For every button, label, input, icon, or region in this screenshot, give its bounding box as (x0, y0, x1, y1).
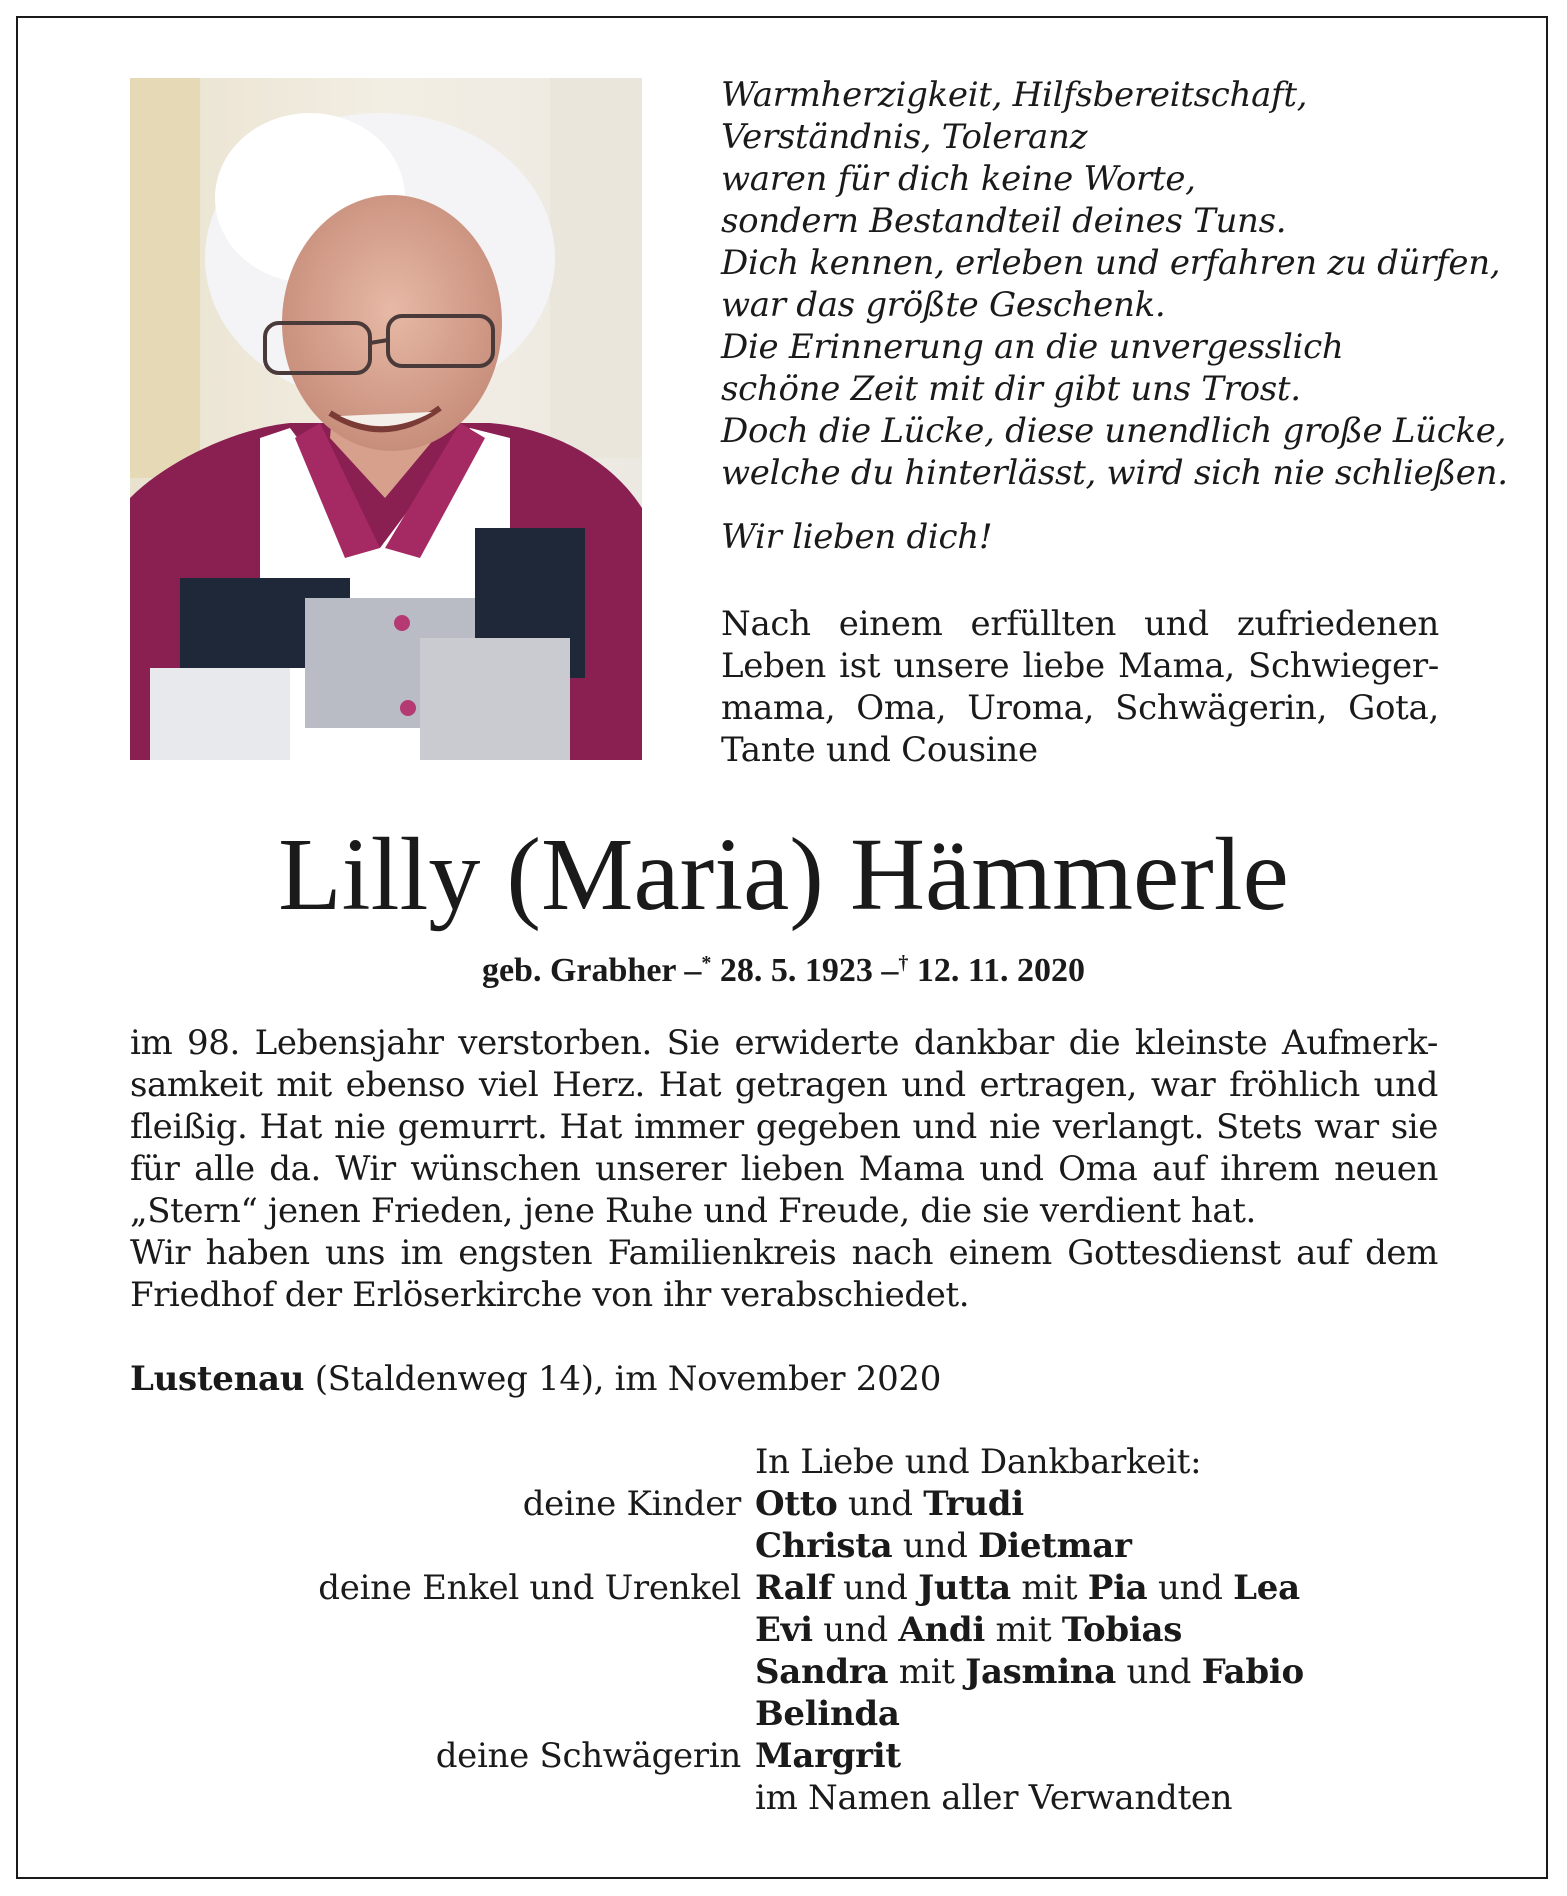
birth-death-dates (0, 942, 1567, 992)
signer-name: Andi (898, 1610, 985, 1650)
conjunction: und (1126, 1652, 1192, 1692)
birth-date: 28. 5. 1923 (719, 952, 873, 989)
body-line: samkeit mit ebenso viel Herz. Hat getragen und ertragen, war fröhlich und (130, 1065, 1438, 1105)
intro-line: Leben ist unsere liebe Mama, Schwieger- (721, 646, 1439, 686)
signer-line (755, 1693, 900, 1735)
poem-line: war das größte Geschenk. (721, 285, 1166, 325)
signature-block (0, 1441, 1567, 1819)
conjunction: und (1157, 1568, 1223, 1608)
body-line: Wir haben uns im engsten Familienkreis nach einem Gottesdienst auf dem (130, 1233, 1438, 1273)
signer-line (755, 1483, 1024, 1525)
signer-name: Lea (1233, 1568, 1300, 1608)
poem (721, 74, 1508, 558)
signer-line (755, 1735, 901, 1777)
poem-line: Doch die Lücke, diese unendlich große Lücke, (721, 411, 1507, 451)
poem-line: Warmherzigkeit, Hilfsbereitschaft, (721, 75, 1308, 115)
poem-love: Wir lieben dich! (721, 517, 993, 557)
dash: – (881, 952, 899, 989)
intro-line: Tante und Cousine (721, 730, 1038, 770)
poem-line: Verständnis, Toleranz (721, 117, 1088, 157)
dash: – (684, 952, 702, 989)
signer-name: Tobias (1061, 1610, 1183, 1650)
portrait-photo (130, 78, 642, 760)
signer-name: Jutta (918, 1568, 1011, 1608)
body-paragraph (130, 1022, 1438, 1316)
birth-star-icon: * (701, 952, 712, 974)
body-line: Friedhof der Erlöserkirche von ihr verabschiedet. (130, 1275, 970, 1315)
signer-name: Pia (1087, 1568, 1148, 1608)
signer-line (755, 1609, 1182, 1651)
poem-line: schöne Zeit mit dir gibt uns Trost. (721, 369, 1301, 409)
intro-line: Nach einem erfüllten und zufriedenen (721, 604, 1439, 644)
maiden-name: geb. Grabher (481, 952, 676, 989)
town: Lustenau (130, 1359, 305, 1399)
place-date-line (130, 1358, 941, 1400)
signer-name: Otto (755, 1484, 838, 1524)
relation-grandchildren: deine Enkel und Urenkel (318, 1568, 741, 1608)
conjunction: mit (995, 1610, 1052, 1650)
conjunction: mit (1021, 1568, 1078, 1608)
conjunction: mit (898, 1652, 955, 1692)
intro-paragraph (721, 603, 1439, 771)
body-line: „Stern“ jenen Frieden, jene Ruhe und Freude, die sie verdient hat. (130, 1191, 1256, 1231)
closing-line: im Namen aller Verwandten (755, 1778, 1233, 1818)
signer-name: Jasmina (965, 1652, 1116, 1692)
signer-name: Trudi (923, 1484, 1024, 1524)
signer-line (755, 1567, 1300, 1609)
relation-sister-in-law: deine Schwägerin (435, 1736, 741, 1776)
deceased-name: Lilly (Maria) Hämmerle (278, 817, 1289, 932)
intro-line: mama, Oma, Uroma, Schwägerin, Gota, (721, 688, 1439, 728)
conjunction: und (842, 1568, 908, 1608)
signature-heading: In Liebe und Dankbarkeit: (755, 1442, 1202, 1482)
conjunction: und (823, 1610, 888, 1650)
conjunction: und (848, 1484, 913, 1524)
signer-line (755, 1525, 1132, 1567)
signer-name: Belinda (755, 1694, 900, 1734)
relation-children: deine Kinder (522, 1484, 741, 1524)
poem-line: waren für dich keine Worte, (721, 159, 1196, 199)
signer-name: Evi (755, 1610, 813, 1650)
signer-name: Dietmar (978, 1526, 1132, 1566)
poem-line: Dich kennen, erleben und erfahren zu dürfen, (721, 243, 1501, 283)
body-line: für alle da. Wir wünschen unserer lieben Mama und Oma auf ihrem neuen (130, 1149, 1438, 1189)
signer-name: Fabio (1201, 1652, 1304, 1692)
signer-name: Margrit (755, 1736, 901, 1776)
signer-name: Christa (755, 1526, 893, 1566)
poem-line: sondern Bestandteil deines Tuns. (721, 201, 1287, 241)
body-line: fleißig. Hat nie gemurrt. Hat immer gegeben und nie verlangt. Stets war sie (130, 1107, 1438, 1147)
address-date: (Staldenweg 14), im November 2020 (304, 1359, 942, 1399)
poem-line: welche du hinterlässt, wird sich nie schließen. (721, 453, 1508, 493)
signer-line (755, 1651, 1304, 1693)
death-cross-icon: † (898, 952, 909, 974)
poem-line: Die Erinnerung an die unvergesslich (721, 327, 1344, 367)
death-date: 12. 11. 2020 (916, 952, 1086, 989)
conjunction: und (902, 1526, 968, 1566)
body-line: im 98. Lebensjahr verstorben. Sie erwiderte dankbar die kleinste Aufmerk- (130, 1023, 1438, 1063)
signer-name: Ralf (755, 1568, 833, 1608)
signer-name: Sandra (755, 1652, 889, 1692)
